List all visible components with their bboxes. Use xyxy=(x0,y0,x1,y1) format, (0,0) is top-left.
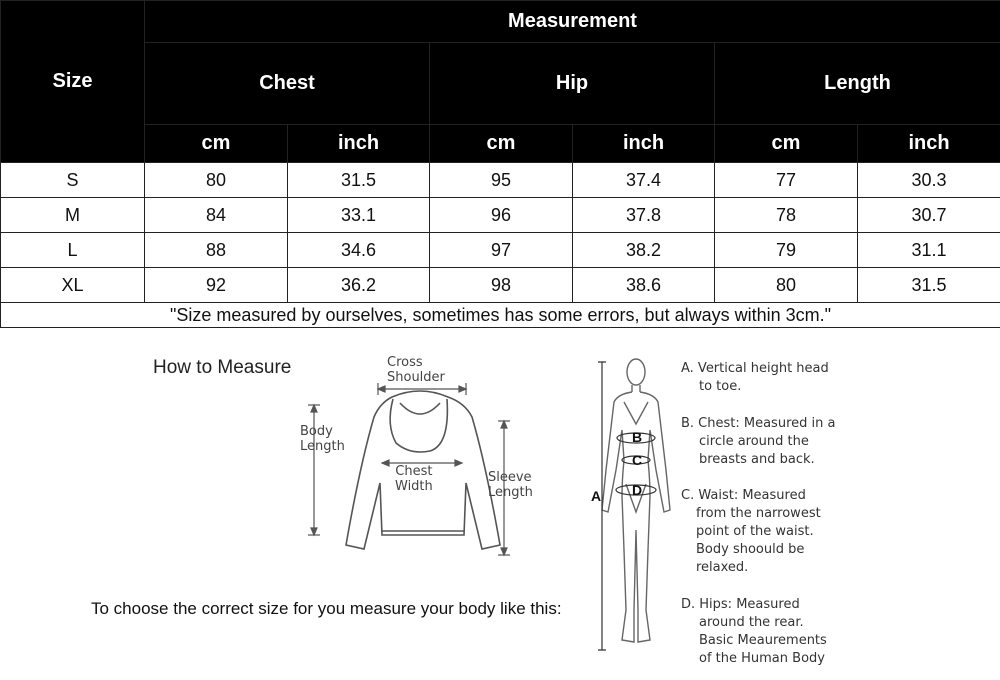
legend-item-a: A. Vertical height head to toe. xyxy=(681,361,829,394)
sleeve-length-label: Sleeve Length xyxy=(488,470,533,500)
value-cell: 88 xyxy=(145,233,288,268)
legend-item-b: B. Chest: Measured in a circle around the breasts and back. xyxy=(681,416,836,467)
value-cell: 36.2 xyxy=(288,268,430,303)
value-cell: 84 xyxy=(145,198,288,233)
marker-a: A xyxy=(591,488,602,504)
measurement-header: Measurement xyxy=(145,1,1000,43)
value-cell: 31.5 xyxy=(858,268,1000,303)
table-row xyxy=(1,163,1000,198)
value-cell: 31.1 xyxy=(858,233,1000,268)
value-cell: 38.2 xyxy=(573,233,715,268)
value-cell: 80 xyxy=(145,163,288,198)
value-cell: 30.7 xyxy=(858,198,1000,233)
unit-header: inch xyxy=(573,125,715,163)
length-header: Length xyxy=(715,43,1000,125)
size-header: Size xyxy=(1,1,145,163)
table-row xyxy=(1,233,1000,268)
value-cell: 34.6 xyxy=(288,233,430,268)
size-cell: XL xyxy=(1,268,145,303)
value-cell: 33.1 xyxy=(288,198,430,233)
marker-d: D xyxy=(632,482,643,498)
value-cell: 97 xyxy=(430,233,573,268)
table-row xyxy=(1,268,1000,303)
value-cell: 31.5 xyxy=(288,163,430,198)
unit-header: cm xyxy=(430,125,573,163)
cross-shoulder-label: Cross Shoulder xyxy=(387,355,445,385)
chest-width-label: Chest Width xyxy=(395,464,433,494)
size-cell: M xyxy=(1,198,145,233)
value-cell: 79 xyxy=(715,233,858,268)
body-length-label: Body Length xyxy=(300,424,345,454)
table-row xyxy=(1,198,1000,233)
size-table xyxy=(0,0,1000,328)
marker-b: B xyxy=(632,429,643,445)
legend-item-d: D. Hips: Measured around the rear. Basic Meaurements of the Human Body xyxy=(681,597,827,666)
tolerance-note: "Size measured by ourselves, sometimes has some errors, but always within 3cm." xyxy=(1,303,1000,328)
size-cell: S xyxy=(1,163,145,198)
value-cell: 96 xyxy=(430,198,573,233)
value-cell: 98 xyxy=(430,268,573,303)
unit-header: cm xyxy=(715,125,858,163)
how-to-measure-title: How to Measure xyxy=(153,357,292,378)
hip-header: Hip xyxy=(430,43,715,125)
value-cell: 38.6 xyxy=(573,268,715,303)
value-cell: 92 xyxy=(145,268,288,303)
human-body-diagram xyxy=(592,350,682,660)
value-cell: 78 xyxy=(715,198,858,233)
value-cell: 30.3 xyxy=(858,163,1000,198)
value-cell: 80 xyxy=(715,268,858,303)
marker-c: C xyxy=(632,452,643,468)
choose-size-text: To choose the correct size for you measure your body like this: xyxy=(91,599,562,618)
value-cell: 77 xyxy=(715,163,858,198)
chest-header: Chest xyxy=(145,43,430,125)
legend-item-c: C. Waist: Measured from the narrowest point of the waist. Body shoould be relaxed. xyxy=(681,488,821,575)
unit-header: inch xyxy=(858,125,1000,163)
value-cell: 37.4 xyxy=(573,163,715,198)
value-cell: 37.8 xyxy=(573,198,715,233)
unit-header: inch xyxy=(288,125,430,163)
value-cell: 95 xyxy=(430,163,573,198)
unit-header: cm xyxy=(145,125,288,163)
size-cell: L xyxy=(1,233,145,268)
